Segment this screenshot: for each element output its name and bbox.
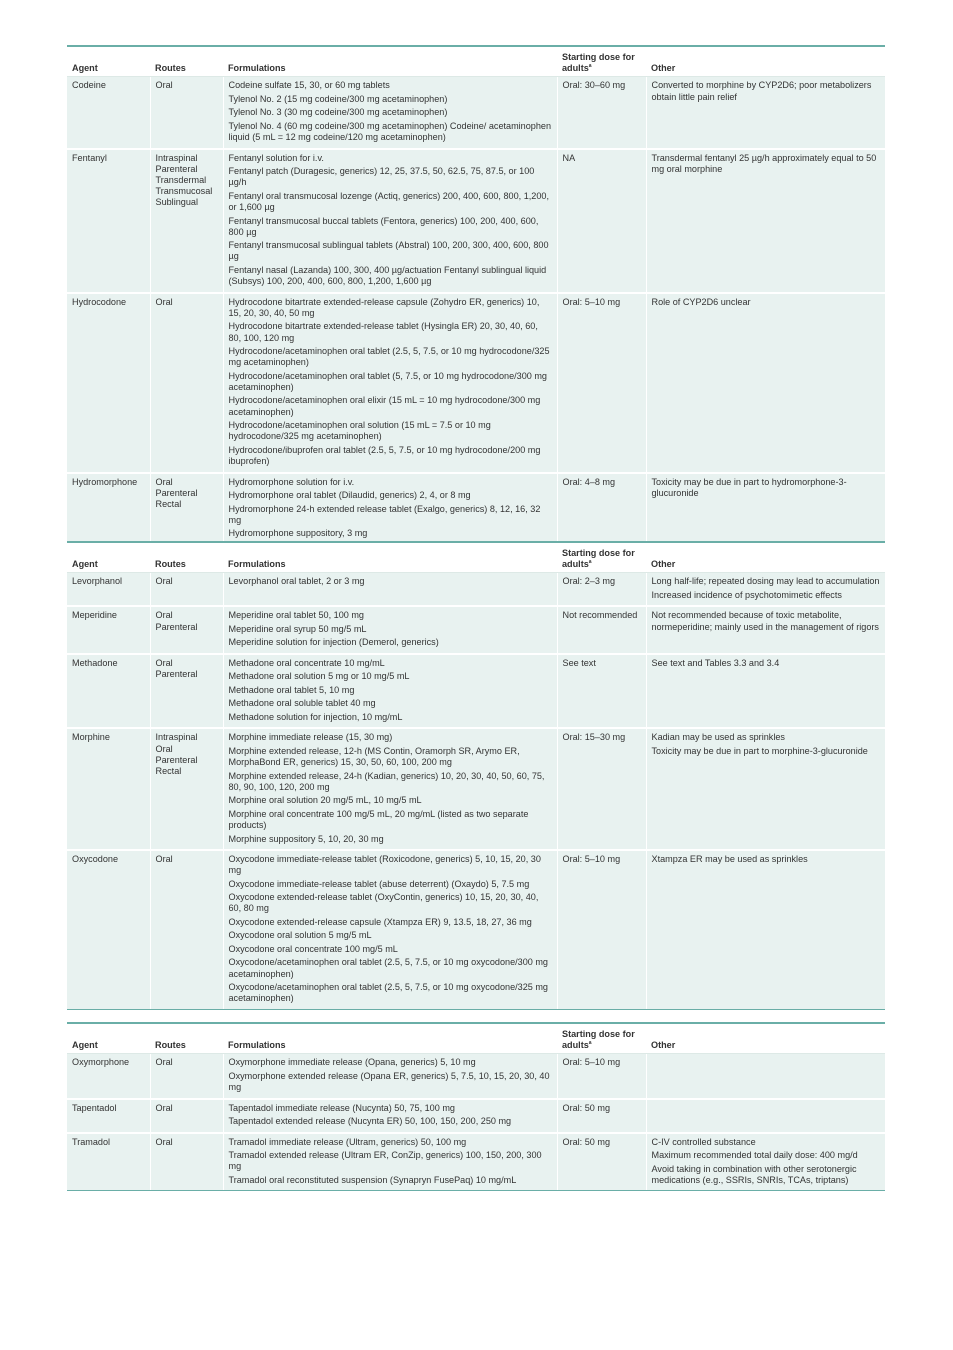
- route-item: Intraspinal: [155, 152, 198, 163]
- formulation-item: Morphine oral solution 20 mg/5 mL, 10 mg/5 mL: [228, 795, 422, 806]
- formulation-item: Hydrocodone bitartrate extended-release tablet (Hysingla ER) 20, 30, 40, 60, 80, 100, 120 mg: [228, 321, 538, 343]
- table-row: [67, 1133, 885, 1191]
- header-routes: [150, 1023, 223, 1054]
- starting-dose-cell: [557, 1099, 646, 1133]
- other-note: Xtampza ER may be used as sprinkles: [651, 854, 808, 865]
- table-row: [67, 473, 885, 545]
- footnote-marker: a: [588, 63, 592, 70]
- table-row: [67, 606, 885, 654]
- formulations-cell: [223, 606, 557, 654]
- starting-dose-value: Oral: 15–30 mg: [562, 732, 626, 743]
- routes-cell: [150, 728, 223, 850]
- header-agent-label: Agent: [72, 63, 98, 74]
- other-cell: [646, 77, 885, 149]
- header-starting-dose-label: Starting dose for adults: [562, 548, 635, 570]
- starting-dose-cell: [557, 1133, 646, 1191]
- formulation-item: Oxycodone oral concentrate 100 mg/5 mL: [228, 943, 398, 954]
- other-note: Transdermal fentanyl 25 µg/h approximately equal to 50 mg oral morphine: [651, 152, 877, 174]
- formulation-item: Fentanyl transmucosal sublingual tablets (Abstral) 100, 200, 300, 400, 600, 800 µg: [228, 240, 549, 262]
- starting-dose-value: Oral: 50 mg: [562, 1136, 611, 1147]
- agent-cell: [67, 728, 150, 850]
- table-row: [67, 1099, 885, 1133]
- table-row: [67, 573, 885, 607]
- formulation-item: Tylenol No. 2 (15 mg codeine/300 mg acetaminophen): [228, 93, 448, 104]
- table-row: [67, 149, 885, 293]
- routes-cell: [150, 149, 223, 293]
- routes-cell: [150, 473, 223, 545]
- formulation-item: Tylenol No. 3 (30 mg codeine/300 mg acetaminophen): [228, 107, 448, 118]
- formulation-item: Hydrocodone/acetaminophen oral tablet (2.5, 5, 7.5, or 10 mg hydrocodone/325 mg acetaminophen): [228, 346, 550, 368]
- formulation-item: Methadone solution for injection, 10 mg/mL: [228, 711, 403, 722]
- formulation-item: Morphine immediate release (15, 30 mg): [228, 732, 393, 743]
- formulation-item: Hydrocodone bitartrate extended-release capsule (Zohydro ER, generics) 10, 15, 20, 30, 40, 50 mg: [228, 296, 540, 318]
- header-formulations-label: Formulations: [228, 1040, 286, 1051]
- starting-dose-cell: [557, 149, 646, 293]
- header-agent-label: Agent: [72, 559, 98, 570]
- formulation-item: Codeine sulfate 15, 30, or 60 mg tablets: [228, 80, 390, 91]
- formulation-item: Tapentadol extended release (Nucynta ER) 50, 100, 150, 200, 250 mg: [228, 1116, 512, 1127]
- table-row: [67, 293, 885, 473]
- route-item: Rectal: [155, 766, 182, 777]
- header-agent: [67, 1023, 150, 1054]
- opioid-table-part-3: [67, 1022, 885, 1191]
- formulations-cell: [223, 850, 557, 1009]
- table-row: [67, 654, 885, 729]
- formulations-cell: [223, 1099, 557, 1133]
- starting-dose-cell: [557, 606, 646, 654]
- formulation-item: Morphine oral concentrate 100 mg/5 mL, 20 mg/mL (listed as two separate products): [228, 808, 529, 831]
- agent-name: Fentanyl: [72, 152, 107, 163]
- starting-dose-cell: [557, 573, 646, 607]
- routes-cell: [150, 1099, 223, 1133]
- formulation-item: Fentanyl solution for i.v.: [228, 152, 324, 163]
- header-routes-label: Routes: [155, 63, 186, 74]
- opioid-table-part-1: [67, 45, 885, 545]
- formulation-item: Meperidine oral tablet 50, 100 mg: [228, 610, 364, 621]
- other-cell: [646, 1133, 885, 1191]
- other-cell: [646, 293, 885, 473]
- formulations-cell: [223, 473, 557, 545]
- starting-dose-value: Oral: 5–10 mg: [562, 296, 621, 307]
- agent-cell: [67, 654, 150, 729]
- formulations-cell: [223, 77, 557, 149]
- other-note: Kadian may be used as sprinkles: [651, 732, 785, 743]
- agent-cell: [67, 850, 150, 1009]
- formulation-item: Hydromorphone 24-h extended release tablet (Exalgo, generics) 8, 12, 16, 32 mg: [228, 503, 541, 525]
- other-note: C-IV controlled substance: [651, 1136, 756, 1147]
- route-item: Oral: [155, 476, 173, 487]
- starting-dose-value: Oral: 4–8 mg: [562, 476, 616, 487]
- agent-cell: [67, 77, 150, 149]
- starting-dose-cell: [557, 1054, 646, 1099]
- footnote-marker: a: [588, 1040, 592, 1047]
- other-note: See text and Tables 3.3 and 3.4: [651, 657, 780, 668]
- agent-name: Methadone: [72, 657, 118, 668]
- formulation-item: Fentanyl transmucosal buccal tablets (Fentora, generics) 100, 200, 400, 600, 800 µg: [228, 215, 539, 237]
- agent-cell: [67, 606, 150, 654]
- formulation-item: Fentanyl nasal (Lazanda) 100, 300, 400 µg/actuation Fentanyl sublingual liquid (Subsys) 100, 200, 400, 600, 800, 1,200, 1,600 µg: [228, 264, 547, 287]
- starting-dose-cell: [557, 473, 646, 545]
- agent-name: Tramadol: [72, 1136, 111, 1147]
- route-item: Parenteral: [155, 754, 198, 765]
- other-note: Not recommended because of toxic metabolite, normeperidine; mainly used in the management of rigors: [651, 610, 879, 632]
- route-item: Parenteral: [155, 163, 198, 174]
- agent-name: Meperidine: [72, 610, 117, 621]
- header-other-label: Other: [651, 1040, 676, 1051]
- starting-dose-cell: [557, 850, 646, 1009]
- formulation-item: Methadone oral concentrate 10 mg/mL: [228, 657, 385, 668]
- formulation-item: Fentanyl oral transmucosal lozenge (Actiq, generics) 200, 400, 600, 800, 1,200, or 1,600 µg: [228, 190, 549, 213]
- formulation-item: Levorphanol oral tablet, 2 or 3 mg: [228, 576, 365, 587]
- formulation-item: Morphine extended release, 12-h (MS Contin, Oramorph SR, Arymo ER, MorphaBond ER, generics) 15, 30, 50, 60, 100, 200 mg: [228, 745, 520, 768]
- header-agent: [67, 542, 150, 573]
- formulation-item: Oxycodone/acetaminophen oral tablet (2.5, 5, 7.5, or 10 mg oxycodone/325 mg acetaminophen): [228, 982, 548, 1004]
- header-row: [67, 542, 885, 573]
- route-item: Intraspinal: [155, 732, 198, 743]
- formulation-item: Fentanyl patch (Duragesic, generics) 12, 25, 37.5, 50, 62.5, 75, 87.5, or 100 µg/h: [228, 166, 535, 188]
- formulation-item: Oxycodone/acetaminophen oral tablet (2.5, 5, 7.5, or 10 mg oxycodone/300 mg acetaminophen): [228, 957, 548, 979]
- route-item: Oral: [155, 610, 173, 621]
- formulation-item: Morphine suppository 5, 10, 20, 30 mg: [228, 833, 384, 844]
- other-note: Converted to morphine by CYP2D6; poor metabolizers obtain little pain relief: [651, 80, 872, 102]
- header-starting-dose: [557, 1023, 646, 1054]
- route-item: Transmucosal: [155, 186, 213, 197]
- other-cell: [646, 473, 885, 545]
- footnote-marker: a: [588, 559, 592, 566]
- formulation-item: Morphine extended release, 24-h (Kadian, generics) 10, 20, 30, 40, 50, 60, 75, 80, 90, 100, 120, 200 mg: [228, 770, 545, 792]
- agent-cell: [67, 573, 150, 607]
- route-item: Oral: [155, 80, 173, 91]
- formulations-cell: [223, 149, 557, 293]
- formulation-item: Hydrocodone/ibuprofen oral tablet (2.5, 5, 7.5, or 10 mg hydrocodone/200 mg ibuprofen): [228, 444, 541, 467]
- starting-dose-value: Oral: 5–10 mg: [562, 854, 621, 865]
- formulation-item: Hydrocodone/acetaminophen oral elixir (15 mL = 10 mg hydrocodone/300 mg acetaminophen): [228, 395, 541, 417]
- formulation-item: Methadone oral solution 5 mg or 10 mg/5 mL: [228, 671, 410, 682]
- starting-dose-cell: [557, 77, 646, 149]
- starting-dose-cell: [557, 293, 646, 473]
- route-item: Rectal: [155, 498, 182, 509]
- header-formulations-label: Formulations: [228, 63, 286, 74]
- header-starting-dose: [557, 46, 646, 77]
- routes-cell: [150, 293, 223, 473]
- header-routes-label: Routes: [155, 559, 186, 570]
- header-formulations: [223, 1023, 557, 1054]
- header-routes: [150, 46, 223, 77]
- other-cell: [646, 1054, 885, 1099]
- agent-cell: [67, 149, 150, 293]
- formulations-cell: [223, 728, 557, 850]
- route-item: Parenteral: [155, 487, 198, 498]
- formulations-cell: [223, 1133, 557, 1191]
- agent-name: Hydromorphone: [72, 476, 138, 487]
- formulation-item: Methadone oral soluble tablet 40 mg: [228, 698, 376, 709]
- header-routes-label: Routes: [155, 1040, 186, 1051]
- header-formulations-label: Formulations: [228, 559, 286, 570]
- other-cell: [646, 728, 885, 850]
- header-other-label: Other: [651, 559, 676, 570]
- formulation-item: Hydromorphone suppository, 3 mg: [228, 528, 368, 539]
- starting-dose-value: Oral: 2–3 mg: [562, 576, 616, 587]
- other-note: Long half-life; repeated dosing may lead to accumulation: [651, 576, 880, 587]
- formulation-item: Tramadol extended release (Ultram ER, ConZip, generics) 100, 150, 200, 300 mg: [228, 1150, 542, 1172]
- formulation-item: Methadone oral tablet 5, 10 mg: [228, 684, 355, 695]
- route-item: Oral: [155, 1057, 173, 1068]
- starting-dose-value: Oral: 50 mg: [562, 1102, 611, 1113]
- agent-name: Levorphanol: [72, 576, 123, 587]
- header-agent: [67, 46, 150, 77]
- header-row: [67, 1023, 885, 1054]
- formulation-item: Meperidine oral syrup 50 mg/5 mL: [228, 623, 367, 634]
- formulation-item: Hydrocodone/acetaminophen oral solution (15 mL = 7.5 or 10 mg hydrocodone/325 mg acetaminophen): [228, 420, 491, 442]
- other-cell: [646, 573, 885, 607]
- other-note: Role of CYP2D6 unclear: [651, 296, 751, 307]
- route-item: Sublingual: [155, 197, 198, 208]
- formulation-item: Tramadol oral reconstituted suspension (Synapryn FusePaq) 10 mg/mL: [228, 1174, 517, 1185]
- route-item: Transdermal: [155, 175, 207, 186]
- table-row: [67, 728, 885, 850]
- routes-cell: [150, 1054, 223, 1099]
- other-cell: [646, 606, 885, 654]
- starting-dose-cell: [557, 654, 646, 729]
- formulations-cell: [223, 293, 557, 473]
- agent-cell: [67, 1054, 150, 1099]
- header-row: [67, 46, 885, 77]
- starting-dose-value: Not recommended: [562, 610, 638, 621]
- formulation-item: Oxymorphone extended release (Opana ER, generics) 5, 7.5, 10, 15, 20, 30, 40 mg: [228, 1070, 550, 1093]
- header-other: [646, 46, 885, 77]
- formulation-item: Oxymorphone immediate release (Opana, generics) 5, 10 mg: [228, 1057, 476, 1068]
- starting-dose-value: Oral: 30–60 mg: [562, 80, 626, 91]
- routes-cell: [150, 654, 223, 729]
- route-item: Oral: [155, 1102, 173, 1113]
- header-routes: [150, 542, 223, 573]
- table-row: [67, 850, 885, 1009]
- routes-cell: [150, 850, 223, 1009]
- route-item: Oral: [155, 743, 173, 754]
- formulation-item: Oxycodone extended-release tablet (OxyContin, generics) 10, 15, 20, 30, 40, 60, 80 mg: [228, 892, 539, 914]
- routes-cell: [150, 573, 223, 607]
- header-other: [646, 1023, 885, 1054]
- formulation-item: Meperidine solution for injection (Demerol, generics): [228, 637, 439, 648]
- other-cell: [646, 850, 885, 1009]
- table-row: [67, 1054, 885, 1099]
- routes-cell: [150, 77, 223, 149]
- opioid-table-part-2: [67, 541, 885, 1010]
- route-item: Oral: [155, 657, 173, 668]
- formulation-item: Hydrocodone/acetaminophen oral tablet (5, 7.5, or 10 mg hydrocodone/300 mg acetaminophen): [228, 370, 547, 392]
- other-cell: [646, 654, 885, 729]
- route-item: Oral: [155, 1136, 173, 1147]
- formulations-cell: [223, 654, 557, 729]
- starting-dose-value: Oral: 5–10 mg: [562, 1057, 621, 1068]
- formulation-item: Oxycodone extended-release capsule (Xtampza ER) 9, 13.5, 18, 27, 36 mg: [228, 916, 532, 927]
- agent-name: Hydrocodone: [72, 296, 127, 307]
- routes-cell: [150, 606, 223, 654]
- formulation-item: Tapentadol immediate release (Nucynta) 50, 75, 100 mg: [228, 1102, 455, 1113]
- header-formulations: [223, 46, 557, 77]
- formulations-cell: [223, 573, 557, 607]
- starting-dose-value: NA: [562, 152, 576, 163]
- route-item: Oral: [155, 576, 173, 587]
- header-agent-label: Agent: [72, 1040, 98, 1051]
- agent-name: Codeine: [72, 80, 106, 91]
- formulation-item: Tylenol No. 4 (60 mg codeine/300 mg acetaminophen) Codeine/ acetaminophen liquid (5 mL = 12 mg codeine/120 mg acetaminophen): [228, 120, 552, 143]
- agent-name: Oxycodone: [72, 854, 119, 865]
- route-item: Parenteral: [155, 621, 198, 632]
- agent-cell: [67, 293, 150, 473]
- agent-name: Oxymorphone: [72, 1057, 130, 1068]
- agent-cell: [67, 473, 150, 545]
- other-note: Toxicity may be due in part to morphine-3-glucuronide: [651, 745, 868, 756]
- other-note: Maximum recommended total daily dose: 400 mg/d: [651, 1150, 858, 1161]
- formulation-item: Hydromorphone solution for i.v.: [228, 476, 355, 487]
- agent-cell: [67, 1099, 150, 1133]
- formulation-item: Oxycodone immediate-release tablet (abuse deterrent) (Oxaydo) 5, 7.5 mg: [228, 878, 530, 889]
- header-other-label: Other: [651, 63, 676, 74]
- route-item: Parenteral: [155, 669, 198, 680]
- route-item: Oral: [155, 854, 173, 865]
- header-starting-dose: [557, 542, 646, 573]
- formulation-item: Tramadol immediate release (Ultram, generics) 50, 100 mg: [228, 1136, 467, 1147]
- starting-dose-cell: [557, 728, 646, 850]
- other-note: Increased incidence of psychotomimetic effects: [651, 589, 842, 600]
- formulation-item: Oxycodone immediate-release tablet (Roxicodone, generics) 5, 10, 15, 20, 30 mg: [228, 854, 541, 876]
- header-starting-dose-label: Starting dose for adults: [562, 52, 635, 74]
- header-starting-dose-label: Starting dose for adults: [562, 1029, 635, 1051]
- header-formulations: [223, 542, 557, 573]
- agent-name: Tapentadol: [72, 1102, 117, 1113]
- formulation-item: Oxycodone oral solution 5 mg/5 mL: [228, 930, 372, 941]
- other-note: Avoid taking in combination with other serotonergic medications (e.g., SSRIs, SNRIs, TCAs, triptans): [651, 1163, 857, 1185]
- other-cell: [646, 149, 885, 293]
- agent-name: Morphine: [72, 732, 110, 743]
- formulation-item: Hydromorphone oral tablet (Dilaudid, generics) 2, 4, or 8 mg: [228, 490, 471, 501]
- routes-cell: [150, 1133, 223, 1191]
- other-note: Toxicity may be due in part to hydromorphone-3-glucuronide: [651, 476, 847, 498]
- other-cell: [646, 1099, 885, 1133]
- table-row: [67, 77, 885, 149]
- route-item: Oral: [155, 296, 173, 307]
- formulations-cell: [223, 1054, 557, 1099]
- agent-cell: [67, 1133, 150, 1191]
- header-other: [646, 542, 885, 573]
- starting-dose-value: See text: [562, 657, 596, 668]
